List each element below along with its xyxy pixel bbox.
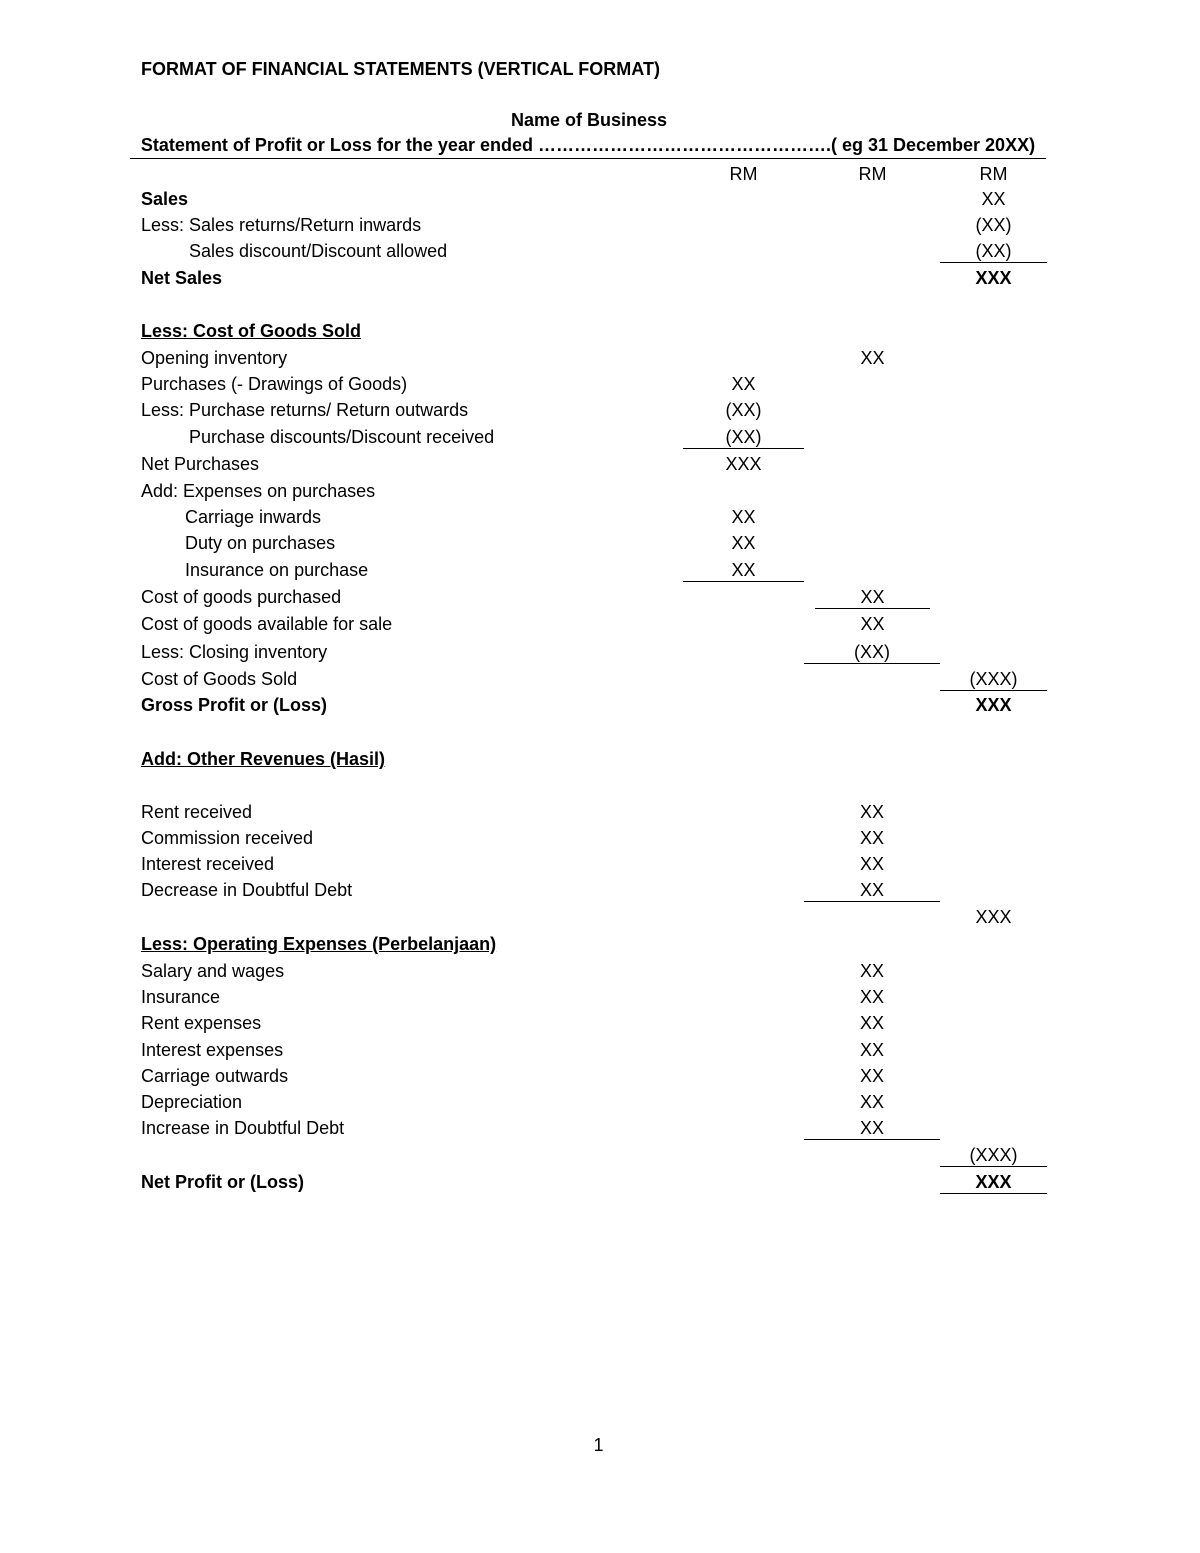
statement-row — [0, 1092, 1200, 1118]
statement-row — [0, 669, 1200, 695]
statement-title: Statement of Profit or Loss for the year ended ………………………………………….( eg 31 December 20XX) — [140, 135, 1036, 155]
row-value-col1: XX — [731, 533, 756, 553]
statement-title-rule — [130, 158, 1046, 159]
section-heading-row — [0, 934, 1200, 960]
statement-row — [0, 348, 1200, 374]
row-label: Net Sales — [141, 268, 223, 288]
row-label: Carriage inwards — [185, 507, 322, 527]
row-value-col3: XXX — [940, 1172, 1047, 1194]
row-value-col2: XX — [860, 348, 885, 368]
row-value-col1: XX — [731, 374, 756, 394]
row-label: Cost of goods purchased — [141, 587, 342, 607]
row-label: Carriage outwards — [141, 1066, 289, 1086]
statement-row — [0, 1118, 1200, 1144]
statement-row — [0, 1040, 1200, 1066]
section-heading-row — [0, 749, 1200, 775]
column-header-rm-3: RM — [979, 164, 1008, 184]
section-heading: Less: Operating Expenses (Perbelanjaan) — [141, 934, 497, 954]
statement-row — [0, 268, 1200, 294]
row-value-col1: XX — [683, 560, 804, 582]
subtotal-row — [0, 907, 1200, 933]
statement-row — [0, 400, 1200, 426]
row-label: Less: Closing inventory — [141, 642, 328, 662]
row-value-col2: XX — [859, 961, 884, 981]
statement-row — [0, 507, 1200, 533]
statement-row — [0, 802, 1200, 828]
statement-row — [0, 189, 1200, 215]
statement-row — [0, 374, 1200, 400]
row-label: Purchases (- Drawings of Goods) — [141, 374, 408, 394]
row-value-col1: (XX) — [725, 400, 762, 420]
statement-row — [0, 215, 1200, 241]
row-value-col2: XX — [859, 828, 884, 848]
row-label: Cost of goods available for sale — [141, 614, 393, 634]
statement-row — [0, 1066, 1200, 1092]
section-heading: Less: Cost of Goods Sold — [141, 321, 362, 341]
row-label: Interest expenses — [141, 1040, 284, 1060]
column-header-rm-1: RM — [729, 164, 758, 184]
row-label: Rent expenses — [141, 1013, 262, 1033]
row-label: Cost of Goods Sold — [141, 669, 298, 689]
statement-row — [0, 533, 1200, 559]
statement-row — [0, 481, 1200, 507]
row-value-col3: XXX — [975, 268, 1012, 288]
row-label: Duty on purchases — [185, 533, 336, 553]
column-header-row — [0, 164, 1200, 190]
statement-row — [0, 642, 1200, 668]
row-label: Net Profit or (Loss) — [141, 1172, 305, 1192]
row-label: Purchase discounts/Discount received — [189, 427, 495, 447]
row-value-col3: XXX — [975, 907, 1012, 927]
row-value-col3: XXX — [975, 695, 1012, 715]
row-label: Sales discount/Discount allowed — [189, 241, 448, 261]
statement-row — [0, 695, 1200, 721]
row-value-col2: XX — [859, 1092, 884, 1112]
row-label: Insurance on purchase — [185, 560, 369, 580]
row-label: Increase in Doubtful Debt — [141, 1118, 345, 1138]
row-label: Depreciation — [141, 1092, 243, 1112]
row-value-col1: XX — [731, 507, 756, 527]
statement-row — [0, 560, 1200, 586]
row-value-col2: XX — [804, 880, 940, 902]
row-value-col2: XX — [859, 987, 884, 1007]
row-value-col1: XXX — [725, 454, 762, 474]
row-value-col2: XX — [859, 802, 884, 822]
statement-row — [0, 961, 1200, 987]
row-value-col2: XX — [804, 1118, 940, 1140]
row-label: Gross Profit or (Loss) — [141, 695, 328, 715]
row-value-col3: (XXX) — [940, 1145, 1047, 1167]
row-label: Net Purchases — [141, 454, 260, 474]
statement-row — [0, 454, 1200, 480]
statement-row — [0, 987, 1200, 1013]
row-value-col3: (XX) — [975, 215, 1012, 235]
row-label: Commission received — [141, 828, 314, 848]
statement-row — [0, 854, 1200, 880]
column-header-rm-2: RM — [858, 164, 887, 184]
row-label: Salary and wages — [141, 961, 285, 981]
section-heading: Add: Other Revenues (Hasil) — [141, 749, 386, 769]
row-value-col2: (XX) — [804, 642, 940, 664]
row-value-col2: XX — [859, 1013, 884, 1033]
row-value-col1: (XX) — [683, 427, 804, 449]
row-value-col3: (XX) — [940, 241, 1047, 263]
section-heading-row — [0, 321, 1200, 347]
subtotal-row — [0, 1145, 1200, 1171]
row-label: Sales — [141, 189, 189, 209]
statement-row — [0, 241, 1200, 267]
document-title: FORMAT OF FINANCIAL STATEMENTS (VERTICAL FORMAT) — [141, 59, 660, 79]
row-value-col2: XX — [815, 587, 930, 609]
row-value-col2: XX — [859, 854, 884, 874]
row-label: Interest received — [141, 854, 275, 874]
statement-row — [0, 614, 1200, 640]
row-value-col2: XX — [860, 614, 885, 634]
statement-row — [0, 1172, 1200, 1198]
page-number: 1 — [593, 1435, 604, 1455]
business-name: Name of Business — [510, 110, 668, 130]
row-value-col2: XX — [859, 1066, 884, 1086]
row-value-col2: XX — [859, 1040, 884, 1060]
row-label: Opening inventory — [141, 348, 288, 368]
row-label: Less: Purchase returns/ Return outwards — [141, 400, 469, 420]
row-label: Rent received — [141, 802, 253, 822]
row-value-col3: (XXX) — [940, 669, 1047, 691]
statement-row — [0, 880, 1200, 906]
statement-row — [0, 427, 1200, 453]
row-label: Add: Expenses on purchases — [141, 481, 376, 501]
statement-row — [0, 828, 1200, 854]
row-value-col3: XX — [981, 189, 1006, 209]
statement-row — [0, 587, 1200, 613]
row-label: Insurance — [141, 987, 221, 1007]
row-label: Less: Sales returns/Return inwards — [141, 215, 422, 235]
row-label: Decrease in Doubtful Debt — [141, 880, 353, 900]
statement-row — [0, 1013, 1200, 1039]
